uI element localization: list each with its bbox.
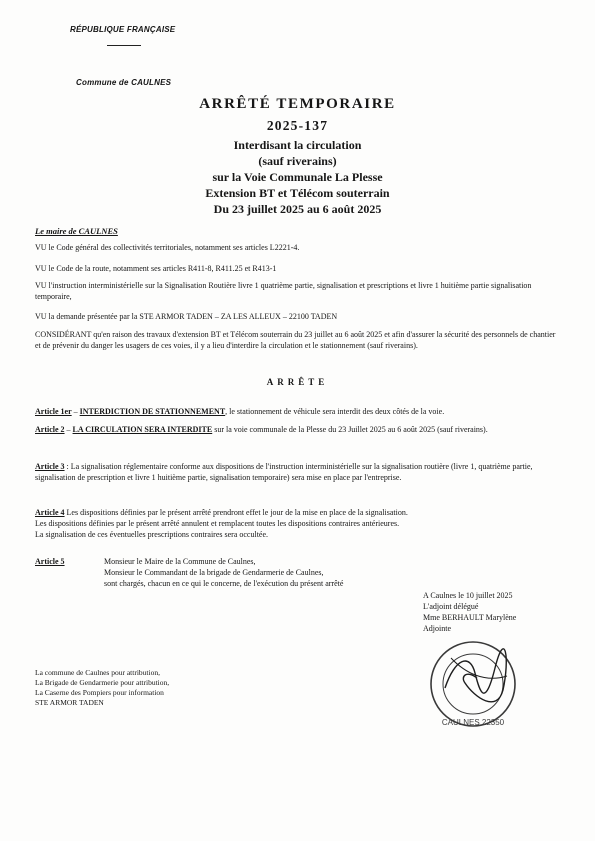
article-2 [35, 425, 560, 436]
article-3-label: Article 3 [35, 462, 65, 471]
signature-place-date: A Caulnes le 10 juillet 2025 [423, 591, 513, 600]
article-5-label: Article 5 [35, 557, 65, 566]
distribution-line-4: STE ARMOR TADEN [35, 698, 104, 707]
considerant-clause: CONSIDÉRANT qu'en raison des travaux d'extension BT et Télécom souterrain du 23 juillet au 6 août 2025 et afin d'assurer la sécurité des personnels de chantier et de prévenir du danger les usagers de ces voies, il y a lieu d'interdire la circulation et le stationnement (sauf riverains). [35, 330, 556, 350]
signature-title: Adjointe [423, 624, 451, 633]
distribution-line-2: La Brigade de Gendarmerie pour attribution, [35, 678, 170, 687]
decree-subject-line-3: sur la Voie Communale La Plesse [212, 170, 383, 184]
vu-clause-2: VU le Code de la route, notamment ses articles R411-8, R411.25 et R413-1 [35, 264, 277, 273]
article-4-line-3: La signalisation de ces éventuelles prescriptions contraires sera occultée. [35, 530, 269, 539]
decree-subject-line-1: Interdisant la circulation [233, 138, 362, 152]
header-divider [107, 45, 141, 46]
article-2-label: Article 2 [35, 425, 65, 434]
article-4-line-2: Les dispositions définies par le présent arrêté annulent et remplacent toutes les dispositions contraires antérieures. [35, 519, 400, 528]
article-5-line-3: sont chargés, chacun en ce qui le concerne, de l'exécution du présent arrêté [104, 579, 344, 588]
distribution-line-1: La commune de Caulnes pour attribution, [35, 668, 160, 677]
arrete-heading: ARRÊTE [266, 377, 329, 387]
article-1-text: , le stationnement de véhicule sera interdit des deux côtés de la voie. [225, 407, 445, 416]
article-3-text: : La signalisation réglementaire conforme aux dispositions de l'instruction interministérielle sur la signalisation routière (livre 1, quatrième partie, signalisation de prescription et livre 1 huitième partie, signalisation temporaire) sera mise en place par l'entreprise. [35, 462, 533, 482]
article-2-dash: – [66, 425, 73, 434]
decree-title: ARRÊTÉ TEMPORAIRE [199, 96, 396, 112]
article-2-heading: LA CIRCULATION SERA INTERDITE [72, 425, 213, 434]
article-4-text: Les dispositions définies par le présent arrêté prendront effet le jour de la mise en place de la signalisation. [64, 508, 408, 517]
decree-subject-line-4: Extension BT et Télécom souterrain [205, 186, 390, 200]
signature-name: Mme BERHAULT Marylène [423, 613, 517, 622]
signature-role: L'adjoint délégué [423, 602, 479, 611]
article-1-label: Article 1er [35, 407, 72, 416]
article-4 [35, 508, 560, 519]
stamp-inner-ring [443, 654, 503, 714]
commune-header: Commune de CAULNES [76, 78, 172, 87]
article-5-line-1: Monsieur le Maire de la Commune de Caulnes, [104, 557, 256, 566]
decree-date-range: Du 23 juillet 2025 au 6 août 2025 [213, 202, 382, 216]
stamp-outer-ring [431, 642, 515, 726]
decree-number: 2025-137 [266, 118, 329, 133]
mayor-label: Le maire de CAULNES [35, 226, 118, 236]
article-5-line-2: Monsieur le Commandant de la brigade de Gendarmerie de Caulnes, [104, 568, 324, 577]
article-2-text: sur la voie communale de la Plesse du 23 Juillet 2025 au 6 août 2025 (sauf riverains). [212, 425, 488, 434]
decree-subject-line-2: (sauf riverains) [258, 154, 337, 168]
municipal-stamp-icon [415, 628, 535, 738]
article-4-label: Article 4 [35, 508, 65, 517]
article-3 [35, 462, 560, 483]
vu-clause-3: VU l'instruction interministérielle sur la Signalisation Routière livre 1 quatrième partie, signalisation et prescriptions et livre 1 huitième partie signalisation temporaire, [35, 281, 532, 301]
article-1-dash: – [73, 407, 80, 416]
stamp-text: CAULNES 22350 [441, 718, 505, 727]
republic-header: RÉPUBLIQUE FRANÇAISE [70, 25, 176, 34]
distribution-line-3: La Caserne des Pompiers pour information [35, 688, 164, 697]
article-1 [35, 407, 560, 418]
vu-clause-4: VU la demande présentée par la STE ARMOR TADEN – ZA LES ALLEUX – 22100 TADEN [35, 312, 338, 321]
vu-clause-1: VU le Code général des collectivités territoriales, notamment ses articles L2221-4. [35, 243, 300, 252]
article-1-heading: INTERDICTION DE STATIONNEMENT [79, 407, 226, 416]
